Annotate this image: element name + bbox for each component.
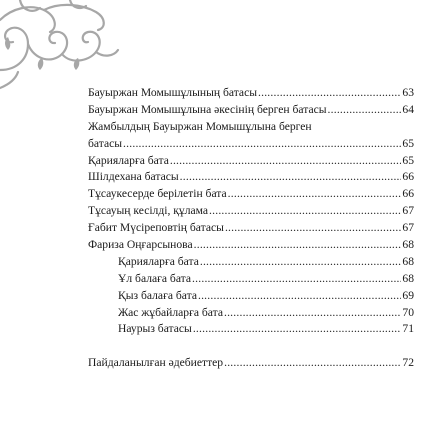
dot-leader [180, 169, 402, 186]
toc-entry[interactable] [88, 237, 414, 254]
toc-entry-title: Қарияларға бата [88, 153, 169, 167]
toc-entry-title: Бауыржан Момышұлына әкесінің берген батасы [88, 102, 327, 116]
toc-entry[interactable] [88, 186, 414, 203]
toc-entry[interactable] [88, 85, 414, 102]
toc-entry-title: батасы [88, 136, 123, 150]
toc-entry-page: 64 [402, 102, 414, 116]
dot-leader [194, 237, 402, 254]
toc-entry-page: 67 [402, 204, 414, 218]
toc-entry-title: Пайдаланылған әдебиеттер [88, 356, 224, 370]
toc-entry-page: 67 [402, 221, 414, 235]
toc-entry[interactable] [88, 220, 414, 237]
toc-entry-page: 65 [402, 136, 414, 150]
dot-leader [209, 203, 401, 220]
toc-entry-page: 65 [402, 153, 414, 167]
corner-ornament [0, 0, 120, 92]
toc-entry-page: 68 [402, 271, 414, 285]
toc-entry-page: 66 [402, 170, 414, 184]
dot-leader [225, 220, 401, 237]
toc-entry[interactable] [88, 119, 414, 136]
dot-leader [258, 85, 401, 102]
toc-entry-page: 63 [402, 86, 414, 99]
toc-entry[interactable] [88, 355, 414, 372]
toc-subentry[interactable] [88, 254, 414, 271]
toc-entry-title: Тұсаукесерде берілетін бата [88, 187, 227, 201]
toc-subentry[interactable] [88, 305, 414, 322]
toc-entry-title: Ғабит Мүсіреповтің батасы [88, 221, 224, 235]
toc-subentry[interactable] [88, 271, 414, 288]
dot-leader [193, 321, 402, 338]
dot-leader [224, 355, 401, 372]
dot-leader [224, 305, 401, 322]
dot-leader [228, 186, 402, 203]
dot-leader [200, 254, 402, 271]
toc-entry-title: Жамбылдың Бауыржан Момышұлына берген [88, 119, 312, 133]
toc-entry-title: Шілдехана батасы [88, 170, 179, 184]
table-of-contents [88, 85, 414, 372]
toc-entry[interactable] [88, 169, 414, 186]
toc-entry-title: Жас жұбайларға бата [118, 305, 223, 319]
toc-entry-title: Қарияларға бата [118, 254, 199, 268]
toc-entry-title: Ұл балаға бата [118, 271, 192, 285]
dot-leader [170, 153, 402, 170]
toc-entry[interactable] [88, 203, 414, 220]
dot-leader [198, 288, 401, 305]
toc-entry-page: 71 [402, 322, 414, 336]
toc-entry-page: 68 [402, 238, 414, 252]
toc-entry-page: 70 [402, 305, 414, 319]
toc-entry-page: 66 [402, 187, 414, 201]
toc-entry[interactable] [88, 153, 414, 170]
toc-entry-title: Наурыз батасы [118, 322, 192, 336]
toc-entry-title: Қыз балаға бата [118, 288, 197, 302]
toc-entry[interactable] [88, 136, 414, 153]
toc-entry[interactable] [88, 102, 414, 119]
dot-leader [123, 136, 401, 153]
dot-leader [192, 271, 401, 288]
toc-entry-page: 69 [402, 288, 414, 302]
toc-entry-title: Тұсауың кесілді, құлама [88, 204, 209, 218]
toc-entry-title: Бауыржан Момышұлының батасы [88, 86, 258, 99]
toc-subentry[interactable] [88, 321, 414, 338]
toc-entry-title: Фариза Оңғарсынова [88, 238, 193, 252]
toc-subentry[interactable] [88, 288, 414, 305]
dot-leader [328, 102, 402, 119]
toc-entry-page: 72 [402, 356, 414, 370]
toc-entry-page: 68 [402, 254, 414, 268]
